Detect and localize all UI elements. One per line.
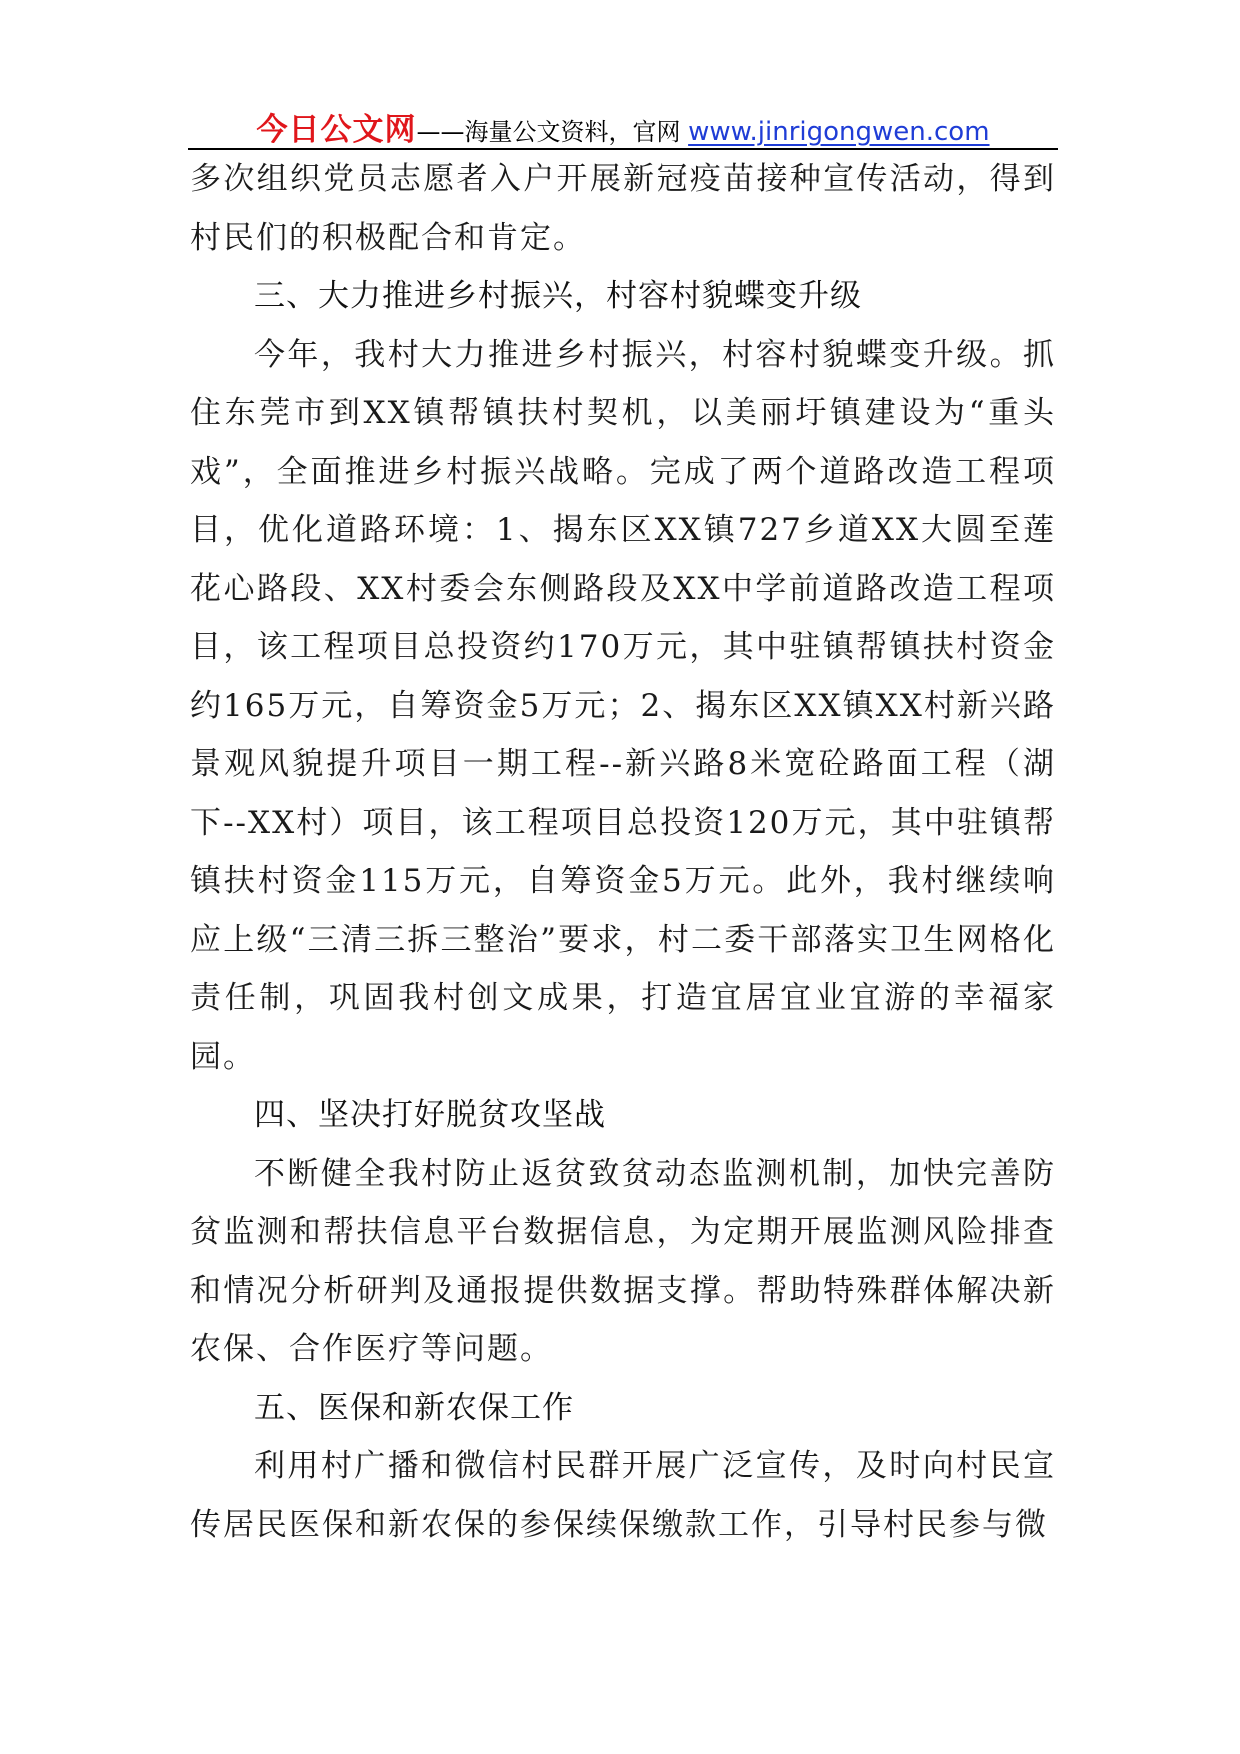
paragraph-rural-revitalization: 今年，我村大力推进乡村振兴，村容村貌蝶变升级。抓住东莞市到XX镇帮镇扶村契机，以美丽圩镇建设为“重头戏”，全面推进乡村振兴战略。完成了两个道路改造工程项目，优化道路环境：1、揭东区XX镇727乡道XX大圆至莲花心路段、XX村委会东侧路段及XX中学前道路改造工程项目，该工程项目总投资约170万元，其中驻镇帮镇扶村资金约165万元，自筹资金5万元；2、揭东区XX镇XX村新兴路景观风貌提升项目一期工程--新兴路8米宽砼路面工程（湖下--XX村）项目，该工程项目总投资120万元，其中驻镇帮镇扶村资金115万元，自筹资金5万元。此外，我村继续响应上级“三清三拆三整治”要求，村二委干部落实卫生网格化责任制，巩固我村创文成果，打造宜居宜业宜游的幸福家园。	[190, 336, 1056, 1075]
section-heading-5: 五、医保和新农保工作	[254, 1389, 574, 1426]
page-header	[188, 104, 1058, 150]
section-heading-3: 三、大力推进乡村振兴，村容村貌蝶变升级	[254, 278, 862, 314]
document-body	[190, 150, 1056, 1554]
paragraph-continued: 多次组织党员志愿者入户开展新冠疫苗接种宣传活动，得到村民们的积极配合和肯定。	[190, 161, 1056, 256]
header-tagline: ——海量公文资料，官网	[416, 118, 689, 146]
paragraph-poverty-alleviation: 不断健全我村防止返贫致贫动态监测机制，加快完善防贫监测和帮扶信息平台数据信息，为定期开展监测风险排查和情况分析研判及通报提供数据支撑。帮助特殊群体解决新农保、合作医疗等问题。	[190, 1155, 1056, 1367]
website-link[interactable]: www.jinrigongwen.com	[688, 117, 990, 147]
paragraph-medical-insurance: 利用村广播和微信村民群开展广泛宣传，及时向村民宣传居民医保和新农保的参保续保缴款工作，引导村民参与微	[190, 1448, 1056, 1543]
brand-name: 今日公文网	[256, 112, 417, 148]
section-heading-4: 四、坚决打好脱贫攻坚战	[254, 1097, 606, 1133]
